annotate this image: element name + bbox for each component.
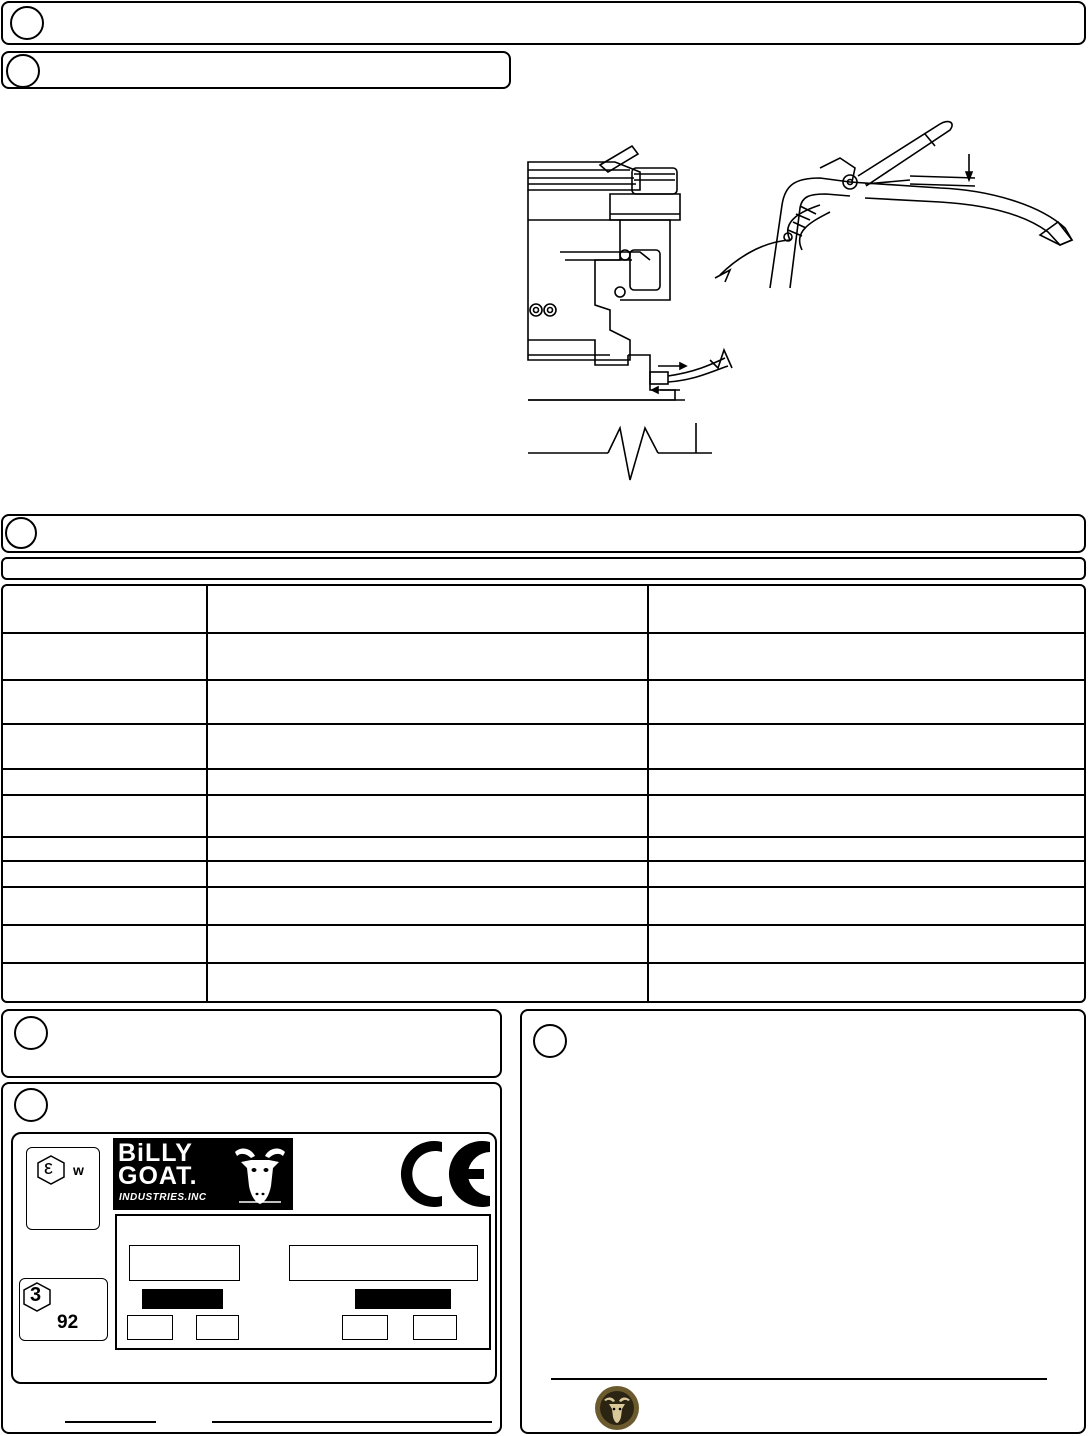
table-row-divider [3,860,1084,862]
speed-field [413,1315,457,1340]
table-row-divider [3,723,1084,725]
noise-badge-value: 92 [57,1312,79,1333]
table-row-divider [3,679,1084,681]
logo-line-1: BiLLY [118,1139,193,1167]
table-row-divider [3,962,1084,964]
model-number-tag [142,1289,223,1309]
table-row-divider [3,632,1084,634]
serial-number-field [289,1245,478,1281]
spec-table [1,584,1086,1003]
billy-goat-logo [113,1138,293,1210]
goat-seal-icon [594,1385,640,1431]
section-6-number-circle [533,1024,567,1058]
section-3-number-circle [5,517,37,549]
section-6-box [520,1009,1086,1434]
signature-line-date [65,1421,156,1423]
signature-line-name [212,1421,492,1423]
footer-rule [551,1378,1047,1380]
ce-mark-icon [398,1136,494,1212]
year-field [127,1315,173,1340]
goat-head-logo-icon [231,1142,289,1206]
table-row-divider [3,768,1084,770]
section-4-box [1,1009,502,1078]
noise-level-badge [19,1278,108,1341]
sound-power-badge [26,1147,100,1230]
logo-line-3: INDUSTRIES.INC [119,1192,207,1203]
section-2-header [1,51,511,89]
table-row-divider [3,836,1084,838]
weight-field [196,1315,239,1340]
logo-line-2: GOAT. [118,1162,198,1190]
section-2-number-circle [6,54,40,88]
table-row-divider [3,886,1084,888]
model-number-field [129,1245,240,1281]
section-1-header [1,1,1086,45]
power-field [342,1315,388,1340]
noise-badge-number: 3 [30,1284,42,1306]
table-row-divider [3,924,1084,926]
table-title-bar [1,557,1086,580]
power-badge-unit: w [73,1162,84,1178]
section-3-header [1,514,1086,553]
engine-throttle-illustration [520,110,1088,490]
serial-number-tag [355,1289,451,1309]
section-4-number-circle [14,1016,48,1050]
table-row-divider [3,794,1084,796]
section-1-number-circle [10,6,44,40]
power-badge-symbol: ε [44,1157,53,1179]
section-5-number-circle [14,1088,48,1122]
